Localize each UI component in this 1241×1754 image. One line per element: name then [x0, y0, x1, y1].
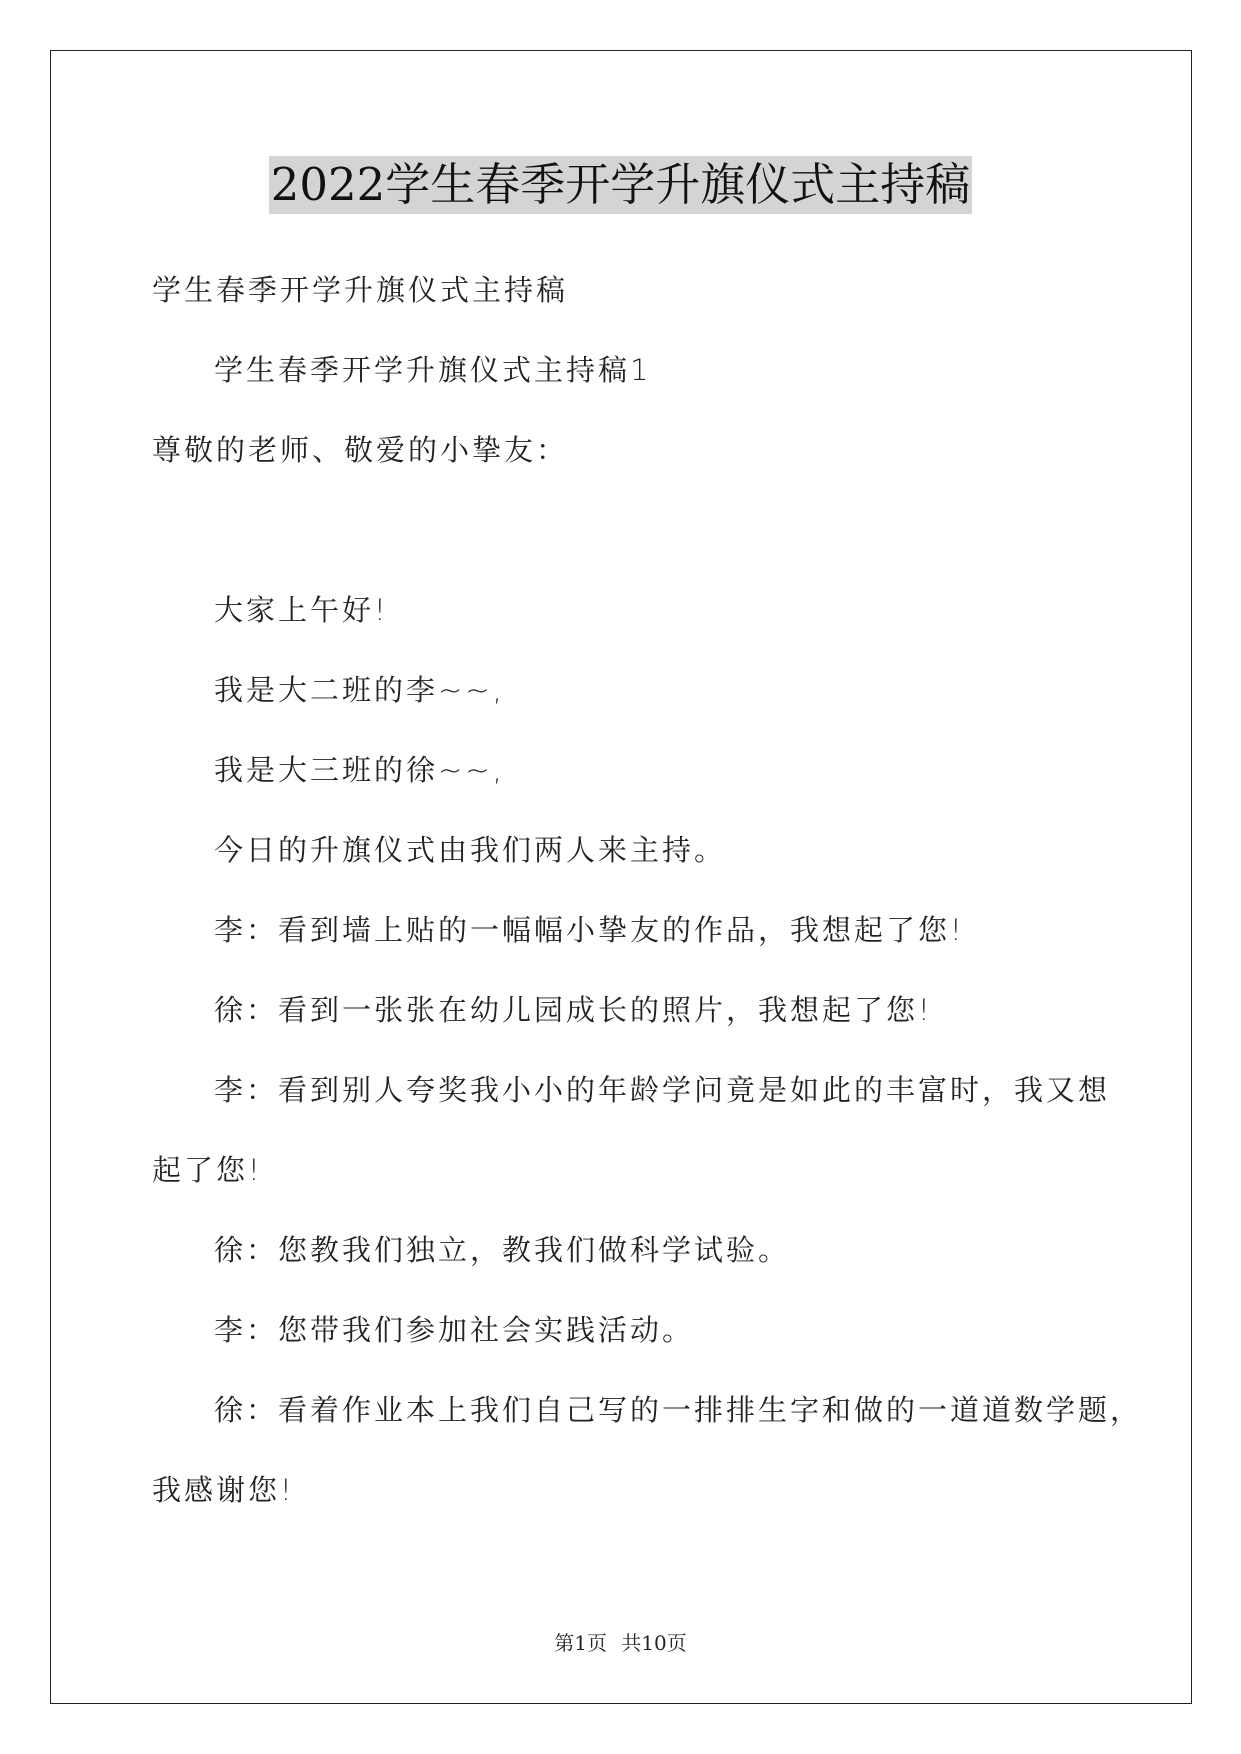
section-heading: 学生春季开学升旗仪式主持稿1	[214, 353, 652, 387]
paragraph-line: 李：看到别人夸奖我小小的年龄学问竟是如此的丰富时，我又想	[214, 1073, 1111, 1107]
paragraph-line: 李：您带我们参加社会实践活动。	[214, 1313, 695, 1347]
paragraph-line: 徐：您教我们独立，教我们做科学试验。	[214, 1233, 791, 1267]
paragraph-line: 李：看到墙上贴的一幅幅小挚友的作品，我想起了您!	[214, 913, 965, 947]
paragraph-line: 我是大三班的徐~~,	[214, 753, 505, 787]
paragraph-line: 徐：看着作业本上我们自己写的一排排生字和做的一道道数学题，	[214, 1393, 1143, 1427]
page-number-current: 第1页	[554, 1631, 607, 1655]
document-title: 2022学生春季开学升旗仪式主持稿	[269, 156, 973, 214]
page-footer	[0, 1630, 1241, 1656]
paragraph-line: 我是大二班的李~~,	[214, 673, 505, 707]
title-container	[0, 156, 1241, 214]
paragraph-line: 徐：看到一张张在幼儿园成长的照片，我想起了您!	[214, 993, 933, 1027]
paragraph-line: 今日的升旗仪式由我们两人来主持。	[214, 833, 727, 867]
paragraph-line: 大家上午好!	[214, 593, 389, 627]
salutation: 尊敬的老师、敬爱的小挚友：	[152, 433, 569, 467]
page-number-total: 共10页	[621, 1631, 687, 1655]
document-subtitle: 学生春季开学升旗仪式主持稿	[152, 273, 569, 307]
paragraph-line: 起了您!	[152, 1153, 263, 1187]
paragraph-line: 我感谢您!	[152, 1473, 295, 1507]
